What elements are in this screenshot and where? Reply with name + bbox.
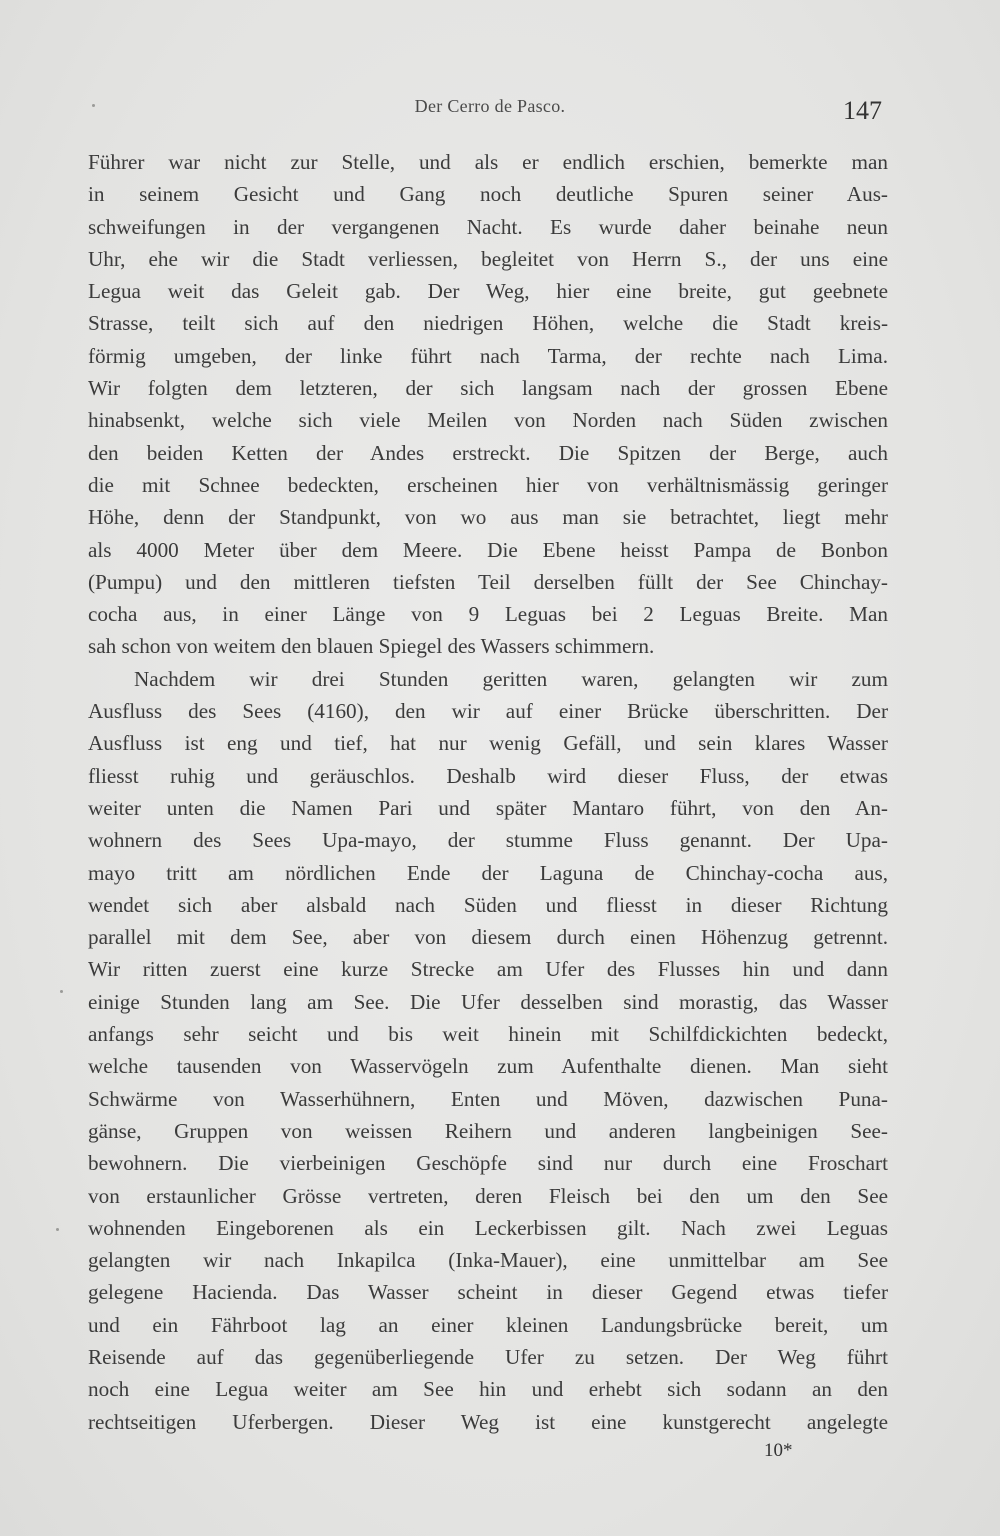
text-line: cocha aus, in einer Länge von 9 Leguas bei 2 Leguas Breite. Man — [88, 602, 888, 627]
text-line: Ausfluss ist eng und tief, hat nur wenig Gefäll, und sein klares Wasser — [88, 731, 888, 756]
text-line: die mit Schnee bedeckten, erscheinen hier von verhältnismässig geringer — [88, 472, 888, 497]
text-line: Uhr, ehe wir die Stadt verliessen, begleitet von Herrn S., der uns eine — [88, 246, 888, 271]
text-line: Nachdem wir drei Stunden geritten waren, gelangten wir zum — [134, 666, 888, 691]
text-line: hinabsenkt, welche sich viele Meilen von Norden nach Süden zwischen — [88, 408, 888, 433]
text-line: gelegene Hacienda. Das Wasser scheint in dieser Gegend etwas tiefer — [88, 1280, 888, 1305]
text-line: Höhe, denn der Standpunkt, von wo aus man sie betrachtet, liegt mehr — [88, 505, 888, 530]
text-line: den beiden Ketten der Andes erstreckt. Die Spitzen der Berge, auch — [88, 440, 888, 465]
text-line: und ein Fährboot lag an einer kleinen Landungsbrücke bereit, um — [88, 1312, 888, 1337]
text-line: rechtseitigen Uferbergen. Dieser Weg ist eine kunstgerecht angelegte — [88, 1409, 888, 1434]
text-line: einige Stunden lang am See. Die Ufer desselben sind morastig, das Wasser — [88, 989, 888, 1014]
text-line: Legua weit das Geleit gab. Der Weg, hier eine breite, gut geebnete — [88, 279, 888, 304]
text-line: Ausfluss des Sees (4160), den wir auf einer Brücke überschritten. Der — [88, 699, 888, 724]
signature-mark: 10* — [764, 1440, 793, 1461]
text-line: Führer war nicht zur Stelle, und als er endlich erschien, bemerkte man — [88, 150, 888, 174]
text-line: Reisende auf das gegenüberliegende Ufer zu setzen. Der Weg führt — [88, 1344, 888, 1369]
text-line: von erstaunlicher Grösse vertreten, deren Fleisch bei den um den See — [88, 1183, 888, 1208]
paper-speck — [60, 990, 63, 993]
text-line: gänse, Gruppen von weissen Reihern und anderen langbeinigen See- — [88, 1118, 888, 1143]
body-text — [88, 146, 888, 1438]
paper-speck — [56, 1228, 59, 1231]
text-line: förmig umgeben, der linke führt nach Tarma, der rechte nach Lima. — [88, 343, 888, 368]
text-line: noch eine Legua weiter am See hin und erhebt sich sodann an den — [88, 1377, 888, 1402]
text-line: Wir ritten zuerst eine kurze Strecke am Ufer des Flusses hin und dann — [88, 957, 888, 982]
text-line: (Pumpu) und den mittleren tiefsten Teil derselben füllt der See Chinchay- — [88, 569, 888, 594]
text-line: wohnenden Eingeborenen als ein Leckerbissen gilt. Nach zwei Leguas — [88, 1215, 888, 1240]
text-line: wendet sich aber alsbald nach Süden und fliesst in dieser Richtung — [88, 892, 888, 917]
text-line: gelangten wir nach Inkapilca (Inka-Mauer), eine unmittelbar am See — [88, 1248, 888, 1273]
text-line: welche tausenden von Wasservögeln zum Aufenthalte dienen. Man sieht — [88, 1054, 888, 1079]
text-line: in seinem Gesicht und Gang noch deutliche Spuren seiner Aus- — [88, 182, 888, 207]
page-number: 147 — [843, 96, 882, 125]
text-line: bewohnern. Die vierbeinigen Geschöpfe sind nur durch eine Froschart — [88, 1151, 888, 1176]
text-line: wohnern des Sees Upa-mayo, der stumme Fluss genannt. Der Upa- — [88, 828, 888, 853]
text-line: mayo tritt am nördlichen Ende der Laguna de Chinchay-cocha aus, — [88, 860, 888, 885]
text-line: anfangs sehr seicht und bis weit hinein mit Schilfdickichten bedeckt, — [88, 1022, 888, 1047]
paper-speck — [92, 104, 95, 107]
text-line: sah schon von weitem den blauen Spiegel des Wassers schimmern. — [88, 634, 655, 659]
text-line: Strasse, teilt sich auf den niedrigen Höhen, welche die Stadt kreis- — [88, 311, 888, 336]
text-line: als 4000 Meter über dem Meere. Die Ebene heisst Pampa de Bonbon — [88, 537, 888, 562]
text-line: Wir folgten dem letzteren, der sich langsam nach der grossen Ebene — [88, 376, 888, 401]
text-line: weiter unten die Namen Pari und später Mantaro führt, von den An- — [88, 795, 888, 820]
running-head: Der Cerro de Pasco. — [414, 96, 566, 116]
text-line: Schwärme von Wasserhühnern, Enten und Möven, dazwischen Puna- — [88, 1086, 888, 1111]
text-line: schweifungen in der vergangenen Nacht. Es wurde daher beinahe neun — [88, 214, 888, 239]
text-line: fliesst ruhig und geräuschlos. Deshalb wird dieser Fluss, der etwas — [88, 763, 888, 788]
text-line: parallel mit dem See, aber von diesem durch einen Höhenzug getrennt. — [88, 925, 888, 950]
